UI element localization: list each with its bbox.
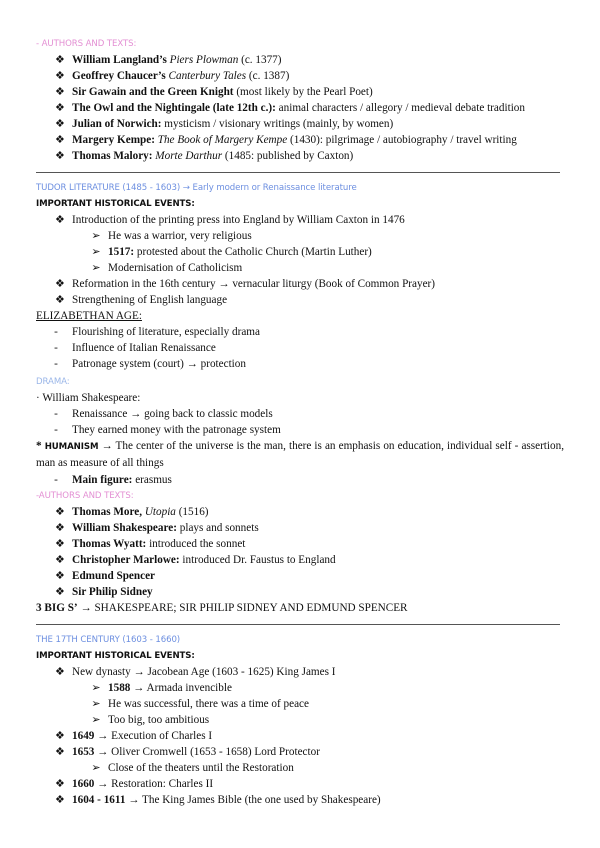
list-item: ❖ William Shakespeare: plays and sonnets — [54, 522, 259, 534]
list-item: ❖ Sir Gawain and the Green Knight (most likely by the Pearl Poet) — [54, 86, 373, 98]
list-item: - Flourishing of literature, especially drama — [54, 326, 260, 338]
drama-label: DRAMA: — [36, 377, 70, 387]
list-item: ➢ 1588 → Armada invencible — [91, 682, 232, 694]
list-item: ➢ He was a warrior, very religious — [91, 230, 252, 242]
list-item: ❖ Reformation in the 16th century → vernacular liturgy (Book of Common Prayer) — [54, 278, 435, 290]
list-item: ❖ William Langland’s Piers Plowman (c. 1377) — [54, 54, 282, 66]
seventeenth-century-heading: THE 17TH CENTURY (1603 - 1660) — [36, 635, 181, 645]
big-three-line: 3 BIG S’ → SHAKESPEARE; SIR PHILIP SIDNEY AND EDMUND SPENCER — [36, 602, 408, 614]
list-item: ❖ Margery Kempe: The Book of Margery Kempe (1430): pilgrimage / autobiography / travel writing — [54, 134, 517, 146]
list-item: ❖ Christopher Marlowe: introduced Dr. Faustus to England — [54, 554, 336, 566]
list-item: ➢ 1517: protested about the Catholic Church (Martin Luther) — [91, 246, 372, 258]
list-item: ❖ 1653 → Oliver Cromwell (1653 - 1658) Lord Protector — [54, 746, 320, 758]
list-item: ❖ Edmund Spencer — [54, 570, 155, 582]
authors-texts-heading-2: -AUTHORS AND TEXTS: — [36, 491, 134, 501]
list-item: ➢ Modernisation of Catholicism — [91, 262, 243, 274]
list-item: ❖ 1604 - 1611 → The King James Bible (the one used by Shakespeare) — [54, 794, 381, 806]
list-item: ❖ Thomas Wyatt: introduced the sonnet — [54, 538, 246, 550]
list-item: ❖ Thomas Malory: Morte Darthur (1485: published by Caxton) — [54, 150, 354, 162]
list-item: - Main figure: erasmus — [54, 474, 172, 486]
events-label: IMPORTANT HISTORICAL EVENTS: — [36, 199, 195, 209]
elizabethan-label: ELIZABETHAN AGE: — [36, 310, 142, 322]
events-label-2: IMPORTANT HISTORICAL EVENTS: — [36, 651, 195, 661]
section-divider — [36, 624, 560, 625]
list-item: ❖ The Owl and the Nightingale (late 12th c.): animal characters / allegory / medieval debate tradition — [54, 102, 525, 114]
shakespeare-label: · William Shakespeare: — [36, 392, 141, 404]
authors-texts-heading: - AUTHORS AND TEXTS: — [36, 39, 137, 49]
list-item: ❖ 1660 → Restoration: Charles II — [54, 778, 214, 790]
humanism-paragraph: * HUMANISM → The center of the universe is the man, there is an emphasis on education, individual self - assertion, man as measure of all things — [36, 440, 565, 469]
list-item: ❖ Strengthening of English language — [54, 294, 228, 306]
section-divider — [36, 172, 560, 173]
list-item: ❖ 1649 → Execution of Charles I — [54, 730, 213, 742]
list-item: - Patronage system (court) → protection — [54, 358, 246, 370]
list-item: ❖ Geoffrey Chaucer’s Canterbury Tales (c. 1387) — [54, 70, 290, 82]
tudor-heading: TUDOR LITERATURE (1485 - 1603) → Early modern or Renaissance literature — [36, 183, 357, 193]
list-item: - They earned money with the patronage system — [54, 424, 281, 436]
list-item: ❖ Introduction of the printing press into England by William Caxton in 1476 — [54, 214, 405, 226]
list-item: ❖ Julian of Norwich: mysticism / visionary writings (mainly, by women) — [54, 118, 394, 130]
list-item: ➢ Close of the theaters until the Restoration — [91, 762, 294, 774]
list-item: ❖ New dynasty → Jacobean Age (1603 - 1625) King James I — [54, 666, 336, 678]
list-item: - Renaissance → going back to classic models — [54, 408, 273, 420]
list-item: - Influence of Italian Renaissance — [54, 342, 216, 354]
list-item: ❖ Thomas More, Utopia (1516) — [54, 506, 209, 518]
list-item: ➢ He was successful, there was a time of peace — [91, 698, 309, 710]
list-item: ➢ Too big, too ambitious — [91, 714, 210, 726]
list-item: ❖ Sir Philip Sidney — [54, 586, 153, 598]
